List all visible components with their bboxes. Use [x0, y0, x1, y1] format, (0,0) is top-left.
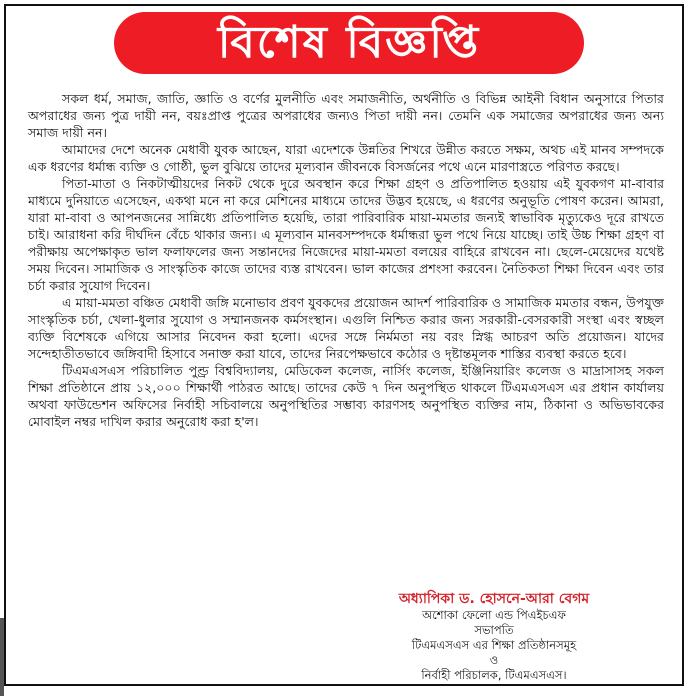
signatory-name: অধ্যাপিকা ড. হোসনে-আরা বেগম	[398, 591, 590, 607]
notice-title: বিশেষ বিজ্ঞপ্তি	[217, 17, 481, 68]
paragraph: পিতা-মাতা ও নিকটাত্মীয়দের নিকট থেকে দুরে অবস্থান করে শিক্ষা গ্রহণ ও প্রতিপালিত হওয়ায় এই যুবকগণ মা-বাবার মাধ্যমে দুনিয়াতে এসেছেন, একথা মনে না করে মেশিনের মাধ্যমে তাদের উদ্ভব হয়েছে, এ ধরণের অনুভূতি পোষণ করেন। আমরা, যারা মা-বাবা ও আপনজনের সান্নিধ্যে প্রতিপালিত হয়েছি, তারা পারিবারিক মায়া-মমতার জন্যই স্বাভাবিক মৃত্যুকেও দূরে রাখতে চাই। আরাধনা করি দীর্ঘদিন বেঁচে থাকার জন্য। এ মূল্যবান মানবসম্পদকে ধর্মান্ধরা ভুল পথে নিয়ে যাচ্ছে। তাই উচ্চ শিক্ষা গ্রহণ বা পরীক্ষায় অপেক্ষাকৃত ভাল ফলাফলের জন্য সন্তানদের নিজেদের মায়া-মমতা বলয়ের বাহিরে রাখবেন না। ছেলে-মেয়েদের যথেষ্ট সময় দিবেন। সামাজিক ও সাংস্কৃতিক কাজে তাদের ব্যস্ত রাখবেন। ভাল কাজের প্রশংসা করবেন। নৈতিকতা শিক্ষা দিবেন এবং তার চর্চা করার সুযোগ দিবেন।	[28, 176, 664, 293]
signatory-conjunction: ও	[489, 653, 499, 667]
signature-block	[344, 590, 644, 683]
paragraph: সকল ধর্ম, সমাজ, জাতি, জ্ঞাতি ও বর্ণের মুলনীতি এবং সমাজনীতি, অর্থনীতি ও বিভিন্ন আইনী বিধান অনুসারে পিতার অপরাধের জন্য পুত্র দায়ী নন, বয়ঃপ্রাপ্ত পুত্রের অপরাধের জন্যও পিতা দায়ী নন। তেমনি এক সমাজের অপরাধের জন্য অন্য সমাজ দায়ী নন।	[28, 91, 664, 140]
signatory-fellowship: অশোকা ফেলো এন্ড পিএইচএফ	[422, 608, 566, 622]
signatory-title: নির্বাহী পরিচালক, টিএমএসএস।	[421, 668, 567, 682]
edge-strip	[0, 618, 4, 696]
signatory-org: টিএমএসএস এর শিক্ষা প্রতিষ্ঠানসমূহ	[411, 638, 577, 652]
paragraph: আমাদের দেশে অনেক মেধাবী যুবক আছেন, যারা এদেশকে উন্নতির শিখরে উন্নীত করতে সক্ষম, অথচ এই মানব সম্পদকে এক ধরণের ধর্মান্ধ ব্যক্তি ও গোষ্ঠী, ভুল বুঝিয়ে তাদের মূল্যবান জীবনকে বিসর্জনের পথে এনে মারণাস্ত্রতে পরিণত করছে।	[28, 142, 664, 174]
notice-body	[28, 90, 664, 430]
paragraph: এ মায়া-মমতা বঞ্চিত মেধাবী জঙ্গি মনোভাব প্রবণ যুবকদের প্রয়োজন আদর্শ পারিবারিক ও সামাজিক মমতার বন্ধন, উপযুক্ত সাংস্কৃতিক চর্চা, খেলা-ধুলার সুযোগ ও সম্মানজনক কর্মসংস্থান। এগুলি নিশ্চিত করার জন্য সরকারী-বেসরকারী সংস্থা এবং স্বচ্ছল ব্যক্তি বিশেষকে এগিয়ে আসার নিবেদন করা হলো। এদের সঙ্গে নির্মমতা নয় বরং স্নিগ্ধ আচরণ অতি প্রয়োজন। যাদের সন্দেহাতীতভাবে জঙ্গিবাদী হিসাবে সনাক্ত করা যাবে, তাদের নিরপেক্ষভাবে কঠোর ও দৃষ্টান্তমূলক শাস্তির ব্যবস্থা করতে হবে।	[28, 295, 664, 361]
notice-page	[4, 4, 684, 686]
signatory-role: সভাপতি	[474, 623, 514, 637]
paragraph: টিএমএসএস পরিচালিত পুণ্ড্র বিশ্ববিদ্যালয়, মেডিকেল কলেজ, নার্সিং কলেজ, ইঞ্জিনিয়ারিং কলেজ ও মাদ্রাসাসহ সকল শিক্ষা প্রতিষ্ঠানে প্রায় ১২,০০০ শিক্ষার্থী পাঠরত আছে। তাদের কেউ ৭ দিন অনুপস্থিত থাকলে টিএমএসএস এর প্রধান কার্যালয় অথবা ফাউন্ডেশন অফিসের নির্বাহী সচিবালয়ে অনুপস্থিতির সম্ভাব্য কারণসহ অনুপস্থিত ব্যক্তির নাম, ঠিকানা ও অভিভাবকের মোবাইল নম্বর দাখিল করার অনুরোধ করা হ'ল।	[28, 363, 664, 429]
title-banner	[114, 12, 584, 74]
